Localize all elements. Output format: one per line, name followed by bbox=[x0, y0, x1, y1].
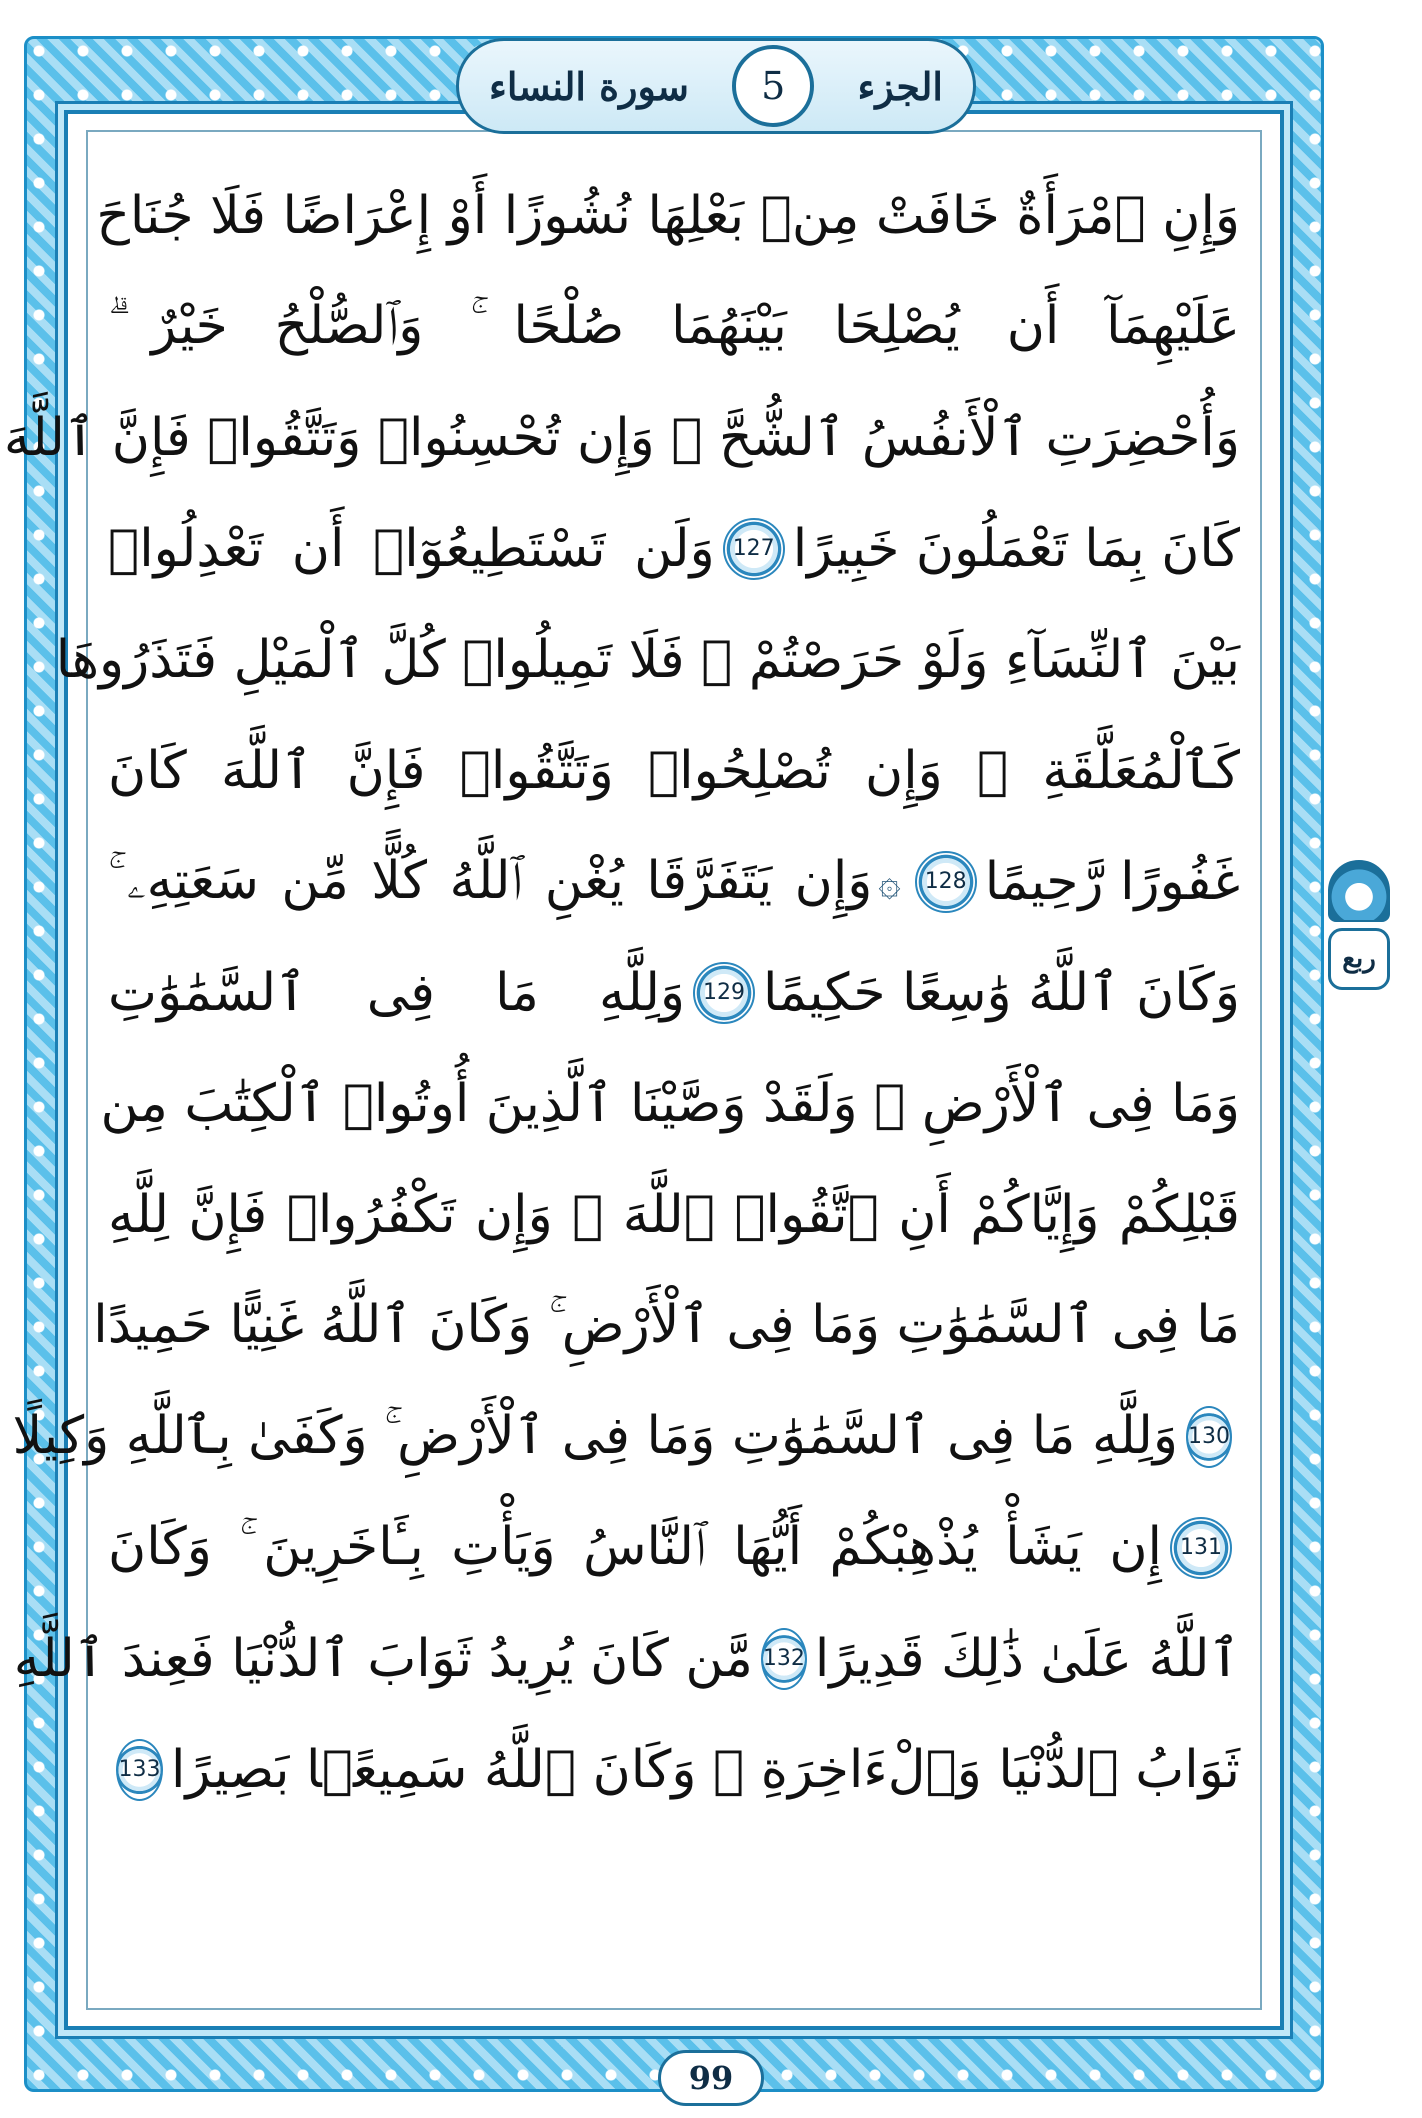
ayah-number-marker: 129 bbox=[693, 962, 755, 1024]
quran-text bbox=[3, 160, 1240, 1825]
line-text: وَلَن تَسْتَطِيعُوٓا۟ أَن تَعْدِلُوا۟ bbox=[108, 518, 715, 579]
line-text: قَبْلِكُمْ وَإِيَّاكُمْ أَنِ ٱتَّقُوا۟ ٱللَّهَ ۚ وَإِن تَكْفُرُوا۟ فَإِنَّ لِلَّهِ bbox=[108, 1184, 1240, 1245]
line-text: وَأُحْضِرَتِ ٱلْأَنفُسُ ٱلشُّحَّ ۚ وَإِن تُحْسِنُوا۟ وَتَتَّقُوا۟ فَإِنَّ ٱللَّهَ bbox=[3, 407, 1240, 468]
text-line bbox=[13, 1603, 1240, 1714]
line-text: عَلَيْهِمَآ أَن يُصْلِحَا بَيْنَهُمَا صُلْحًا ۚ وَٱلصُّلْحُ خَيْرٌ ۗ bbox=[108, 296, 1240, 356]
line-text: غَفُورًا رَّحِيمًا bbox=[984, 851, 1240, 912]
text-line bbox=[108, 493, 1240, 604]
surah-name: سورة النساء bbox=[489, 63, 689, 109]
line-text: وَإِن يَتَفَرَّقَا يُغْنِ ٱللَّهُ كُلًّا مِّن سَعَتِهِۦ ۚ bbox=[108, 851, 873, 911]
juz-number: 5 bbox=[732, 45, 814, 127]
ornament-icon bbox=[1328, 860, 1390, 922]
line-text: وَلِلَّهِ مَا فِى ٱلسَّمَٰوَٰتِ bbox=[108, 962, 686, 1023]
text-line bbox=[108, 1714, 1240, 1825]
line-text: وَكَانَ ٱللَّهُ وَٰسِعًا حَكِيمًا bbox=[763, 962, 1240, 1023]
text-line bbox=[3, 382, 1240, 493]
text-line bbox=[96, 160, 1240, 271]
page-number: 99 bbox=[658, 2050, 764, 2106]
line-text: ثَوَابُ ٱلدُّنْيَا وَٱلْءَاخِرَةِ ۚ وَكَانَ ٱللَّهُ سَمِيعًۢا بَصِيرًا bbox=[171, 1739, 1240, 1800]
page-header bbox=[456, 38, 976, 134]
line-text: ٱللَّهُ عَلَىٰ ذَٰلِكَ قَدِيرًا bbox=[814, 1628, 1240, 1689]
text-line bbox=[108, 715, 1240, 826]
ayah-number-marker: 128 bbox=[915, 851, 977, 913]
line-text: وَإِنِ ٱمْرَأَةٌ خَافَتْ مِنۢ بَعْلِهَا نُشُوزًا أَوْ إِعْرَاضًا فَلَا جُنَاحَ bbox=[96, 185, 1240, 246]
text-line bbox=[55, 604, 1240, 715]
line-text: كَانَ بِمَا تَعْمَلُونَ خَبِيرًا bbox=[792, 518, 1240, 579]
rub-label: ربع bbox=[1328, 928, 1390, 990]
text-line bbox=[108, 1492, 1240, 1603]
rub-marker bbox=[1322, 860, 1396, 1000]
line-text: بَيْنَ ٱلنِّسَآءِ وَلَوْ حَرَصْتُمْ ۖ فَلَا تَمِيلُوا۟ كُلَّ ٱلْمَيْلِ فَتَذَرُوهَا bbox=[55, 629, 1240, 690]
text-line bbox=[93, 1270, 1240, 1381]
text-line bbox=[108, 826, 1240, 937]
text-line bbox=[108, 271, 1240, 382]
juz-label: الجزء bbox=[857, 63, 943, 109]
text-line bbox=[108, 1159, 1240, 1270]
line-text: إِن يَشَأْ يُذْهِبْكُمْ أَيُّهَا ٱلنَّاسُ وَيَأْتِ بِـَٔاخَرِينَ ۚ وَكَانَ bbox=[108, 1517, 1162, 1577]
line-text: وَلِلَّهِ مَا فِى ٱلسَّمَٰوَٰتِ وَمَا فِى ٱلْأَرْضِ ۚ وَكَفَىٰ بِٱللَّهِ وَكِيلًا bbox=[12, 1406, 1178, 1466]
text-line bbox=[108, 937, 1240, 1048]
line-text: كَٱلْمُعَلَّقَةِ ۚ وَإِن تُصْلِحُوا۟ وَتَتَّقُوا۟ فَإِنَّ ٱللَّهَ كَانَ bbox=[108, 740, 1240, 801]
ayah-number-marker: 131 bbox=[1170, 1517, 1232, 1579]
line-text: مَا فِى ٱلسَّمَٰوَٰتِ وَمَا فِى ٱلْأَرْضِ ۚ وَكَانَ ٱللَّهُ غَنِيًّا حَمِيدًا bbox=[93, 1295, 1240, 1355]
text-line bbox=[12, 1381, 1240, 1492]
rub-el-hizb-icon: ۞ bbox=[878, 859, 901, 904]
ayah-number-marker: 127 bbox=[723, 518, 785, 580]
line-text: وَمَا فِى ٱلْأَرْضِ ۗ وَلَقَدْ وَصَّيْنَا ٱلَّذِينَ أُوتُوا۟ ٱلْكِتَٰبَ مِن bbox=[100, 1073, 1240, 1134]
text-line bbox=[100, 1048, 1240, 1159]
ayah-number-marker: 130 bbox=[1186, 1406, 1232, 1468]
ayah-number-marker: 132 bbox=[761, 1628, 807, 1690]
line-text: مَّن كَانَ يُرِيدُ ثَوَابَ ٱلدُّنْيَا فَعِندَ ٱللَّهِ bbox=[13, 1628, 753, 1689]
ayah-number-marker: 133 bbox=[116, 1739, 163, 1801]
